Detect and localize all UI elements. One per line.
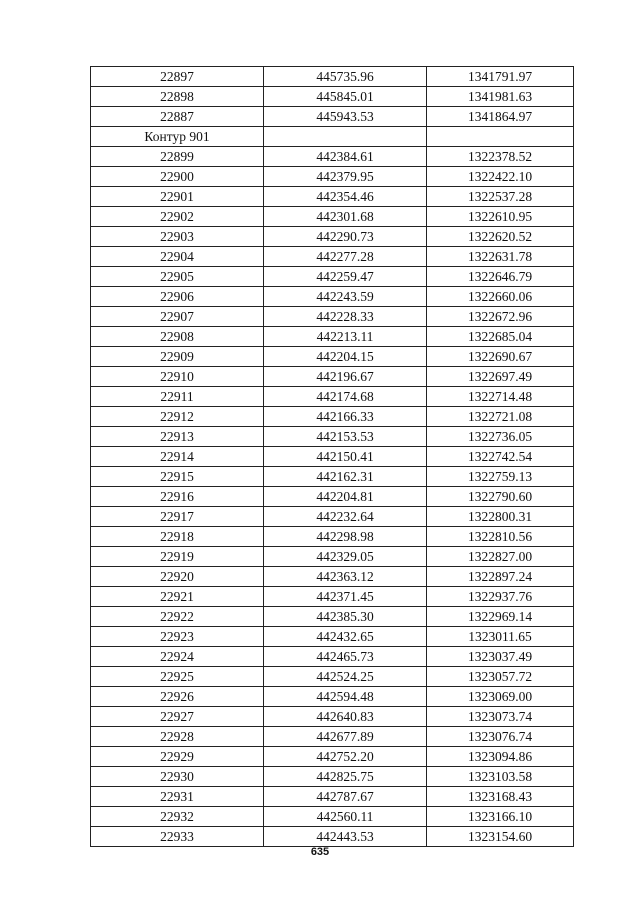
point-number-cell: 22903 [91, 227, 264, 247]
point-number-cell: 22900 [91, 167, 264, 187]
table-row [91, 187, 574, 207]
y-coordinate-cell: 1322827.00 [427, 547, 574, 567]
coordinates-table [90, 66, 574, 847]
table-row [91, 367, 574, 387]
y-coordinate-cell: 1323037.49 [427, 647, 574, 667]
y-coordinate-cell: 1322897.24 [427, 567, 574, 587]
x-coordinate-cell: 442243.59 [264, 287, 427, 307]
x-coordinate-cell: 442196.67 [264, 367, 427, 387]
table-row [91, 667, 574, 687]
y-coordinate-cell: 1322672.96 [427, 307, 574, 327]
x-coordinate-cell: 442371.45 [264, 587, 427, 607]
point-number-cell: 22922 [91, 607, 264, 627]
point-number-cell: 22917 [91, 507, 264, 527]
x-coordinate-cell: 442174.68 [264, 387, 427, 407]
point-number-cell: 22907 [91, 307, 264, 327]
table-row [91, 727, 574, 747]
point-number-cell: 22933 [91, 827, 264, 847]
y-coordinate-cell: 1322537.28 [427, 187, 574, 207]
point-number-cell: 22921 [91, 587, 264, 607]
table-row [91, 627, 574, 647]
y-coordinate-cell: 1323011.65 [427, 627, 574, 647]
point-number-cell: 22909 [91, 347, 264, 367]
table-row [91, 207, 574, 227]
x-coordinate-cell: 442379.95 [264, 167, 427, 187]
x-coordinate-cell: 442228.33 [264, 307, 427, 327]
x-coordinate-cell: 442166.33 [264, 407, 427, 427]
point-number-cell: 22929 [91, 747, 264, 767]
table-row [91, 647, 574, 667]
point-number-cell: 22931 [91, 787, 264, 807]
table-row [91, 387, 574, 407]
x-coordinate-cell: 442162.31 [264, 467, 427, 487]
y-coordinate-cell: 1322937.76 [427, 587, 574, 607]
x-coordinate-cell: 442259.47 [264, 267, 427, 287]
table-row [91, 147, 574, 167]
table-row [91, 447, 574, 467]
point-number-cell: 22919 [91, 547, 264, 567]
table-row [91, 407, 574, 427]
table-row [91, 67, 574, 87]
x-coordinate-cell: 445845.01 [264, 87, 427, 107]
section-label: Контур 901 [91, 127, 264, 147]
x-coordinate-cell: 442363.12 [264, 567, 427, 587]
x-coordinate-cell: 442560.11 [264, 807, 427, 827]
point-number-cell: 22905 [91, 267, 264, 287]
empty-cell [264, 127, 427, 147]
x-coordinate-cell: 442301.68 [264, 207, 427, 227]
x-coordinate-cell: 442825.75 [264, 767, 427, 787]
point-number-cell: 22912 [91, 407, 264, 427]
y-coordinate-cell: 1323069.00 [427, 687, 574, 707]
point-number-cell: 22887 [91, 107, 264, 127]
y-coordinate-cell: 1322800.31 [427, 507, 574, 527]
table-row [91, 687, 574, 707]
table-row [91, 807, 574, 827]
point-number-cell: 22927 [91, 707, 264, 727]
table-row [91, 587, 574, 607]
empty-cell [427, 127, 574, 147]
point-number-cell: 22918 [91, 527, 264, 547]
table-row [91, 527, 574, 547]
point-number-cell: 22925 [91, 667, 264, 687]
y-coordinate-cell: 1322646.79 [427, 267, 574, 287]
table-row [91, 507, 574, 527]
point-number-cell: 22904 [91, 247, 264, 267]
point-number-cell: 22897 [91, 67, 264, 87]
y-coordinate-cell: 1323103.58 [427, 767, 574, 787]
table-row [91, 287, 574, 307]
point-number-cell: 22902 [91, 207, 264, 227]
x-coordinate-cell: 442277.28 [264, 247, 427, 267]
x-coordinate-cell: 442329.05 [264, 547, 427, 567]
table-row [91, 347, 574, 367]
y-coordinate-cell: 1322378.52 [427, 147, 574, 167]
point-number-cell: 22898 [91, 87, 264, 107]
x-coordinate-cell: 445735.96 [264, 67, 427, 87]
y-coordinate-cell: 1323076.74 [427, 727, 574, 747]
table-row [91, 827, 574, 847]
y-coordinate-cell: 1322422.10 [427, 167, 574, 187]
x-coordinate-cell: 442787.67 [264, 787, 427, 807]
y-coordinate-cell: 1323094.86 [427, 747, 574, 767]
point-number-cell: 22908 [91, 327, 264, 347]
y-coordinate-cell: 1322631.78 [427, 247, 574, 267]
point-number-cell: 22910 [91, 367, 264, 387]
y-coordinate-cell: 1322685.04 [427, 327, 574, 347]
table-row [91, 607, 574, 627]
x-coordinate-cell: 442677.89 [264, 727, 427, 747]
y-coordinate-cell: 1322759.13 [427, 467, 574, 487]
table-row [91, 247, 574, 267]
table-row [91, 107, 574, 127]
section-header-row [91, 127, 574, 147]
table-row [91, 267, 574, 287]
y-coordinate-cell: 1322690.67 [427, 347, 574, 367]
x-coordinate-cell: 442232.64 [264, 507, 427, 527]
y-coordinate-cell: 1323073.74 [427, 707, 574, 727]
y-coordinate-cell: 1322714.48 [427, 387, 574, 407]
x-coordinate-cell: 442153.53 [264, 427, 427, 447]
x-coordinate-cell: 442443.53 [264, 827, 427, 847]
point-number-cell: 22924 [91, 647, 264, 667]
table-row [91, 567, 574, 587]
point-number-cell: 22920 [91, 567, 264, 587]
y-coordinate-cell: 1322620.52 [427, 227, 574, 247]
x-coordinate-cell: 442298.98 [264, 527, 427, 547]
x-coordinate-cell: 442213.11 [264, 327, 427, 347]
point-number-cell: 22911 [91, 387, 264, 407]
y-coordinate-cell: 1322969.14 [427, 607, 574, 627]
table-row [91, 787, 574, 807]
y-coordinate-cell: 1322736.05 [427, 427, 574, 447]
x-coordinate-cell: 442385.30 [264, 607, 427, 627]
x-coordinate-cell: 442432.65 [264, 627, 427, 647]
coordinates-table-body [91, 67, 574, 847]
point-number-cell: 22923 [91, 627, 264, 647]
x-coordinate-cell: 442640.83 [264, 707, 427, 727]
y-coordinate-cell: 1341864.97 [427, 107, 574, 127]
y-coordinate-cell: 1322721.08 [427, 407, 574, 427]
x-coordinate-cell: 442354.46 [264, 187, 427, 207]
page-number: 635 [310, 846, 330, 858]
table-row [91, 467, 574, 487]
table-row [91, 767, 574, 787]
y-coordinate-cell: 1322742.54 [427, 447, 574, 467]
point-number-cell: 22914 [91, 447, 264, 467]
point-number-cell: 22916 [91, 487, 264, 507]
y-coordinate-cell: 1323168.43 [427, 787, 574, 807]
x-coordinate-cell: 442524.25 [264, 667, 427, 687]
table-row [91, 87, 574, 107]
point-number-cell: 22928 [91, 727, 264, 747]
x-coordinate-cell: 442384.61 [264, 147, 427, 167]
x-coordinate-cell: 442752.20 [264, 747, 427, 767]
y-coordinate-cell: 1341791.97 [427, 67, 574, 87]
x-coordinate-cell: 442150.41 [264, 447, 427, 467]
x-coordinate-cell: 442594.48 [264, 687, 427, 707]
y-coordinate-cell: 1341981.63 [427, 87, 574, 107]
y-coordinate-cell: 1322697.49 [427, 367, 574, 387]
point-number-cell: 22899 [91, 147, 264, 167]
x-coordinate-cell: 442204.15 [264, 347, 427, 367]
y-coordinate-cell: 1323154.60 [427, 827, 574, 847]
point-number-cell: 22915 [91, 467, 264, 487]
table-row [91, 707, 574, 727]
point-number-cell: 22932 [91, 807, 264, 827]
table-row [91, 327, 574, 347]
y-coordinate-cell: 1322660.06 [427, 287, 574, 307]
table-row [91, 167, 574, 187]
table-row [91, 747, 574, 767]
point-number-cell: 22930 [91, 767, 264, 787]
table-row [91, 547, 574, 567]
y-coordinate-cell: 1322610.95 [427, 207, 574, 227]
point-number-cell: 22926 [91, 687, 264, 707]
point-number-cell: 22913 [91, 427, 264, 447]
y-coordinate-cell: 1323057.72 [427, 667, 574, 687]
y-coordinate-cell: 1323166.10 [427, 807, 574, 827]
table-row [91, 227, 574, 247]
x-coordinate-cell: 445943.53 [264, 107, 427, 127]
point-number-cell: 22906 [91, 287, 264, 307]
point-number-cell: 22901 [91, 187, 264, 207]
y-coordinate-cell: 1322790.60 [427, 487, 574, 507]
y-coordinate-cell: 1322810.56 [427, 527, 574, 547]
x-coordinate-cell: 442465.73 [264, 647, 427, 667]
table-row [91, 427, 574, 447]
x-coordinate-cell: 442290.73 [264, 227, 427, 247]
table-row [91, 487, 574, 507]
table-row [91, 307, 574, 327]
x-coordinate-cell: 442204.81 [264, 487, 427, 507]
